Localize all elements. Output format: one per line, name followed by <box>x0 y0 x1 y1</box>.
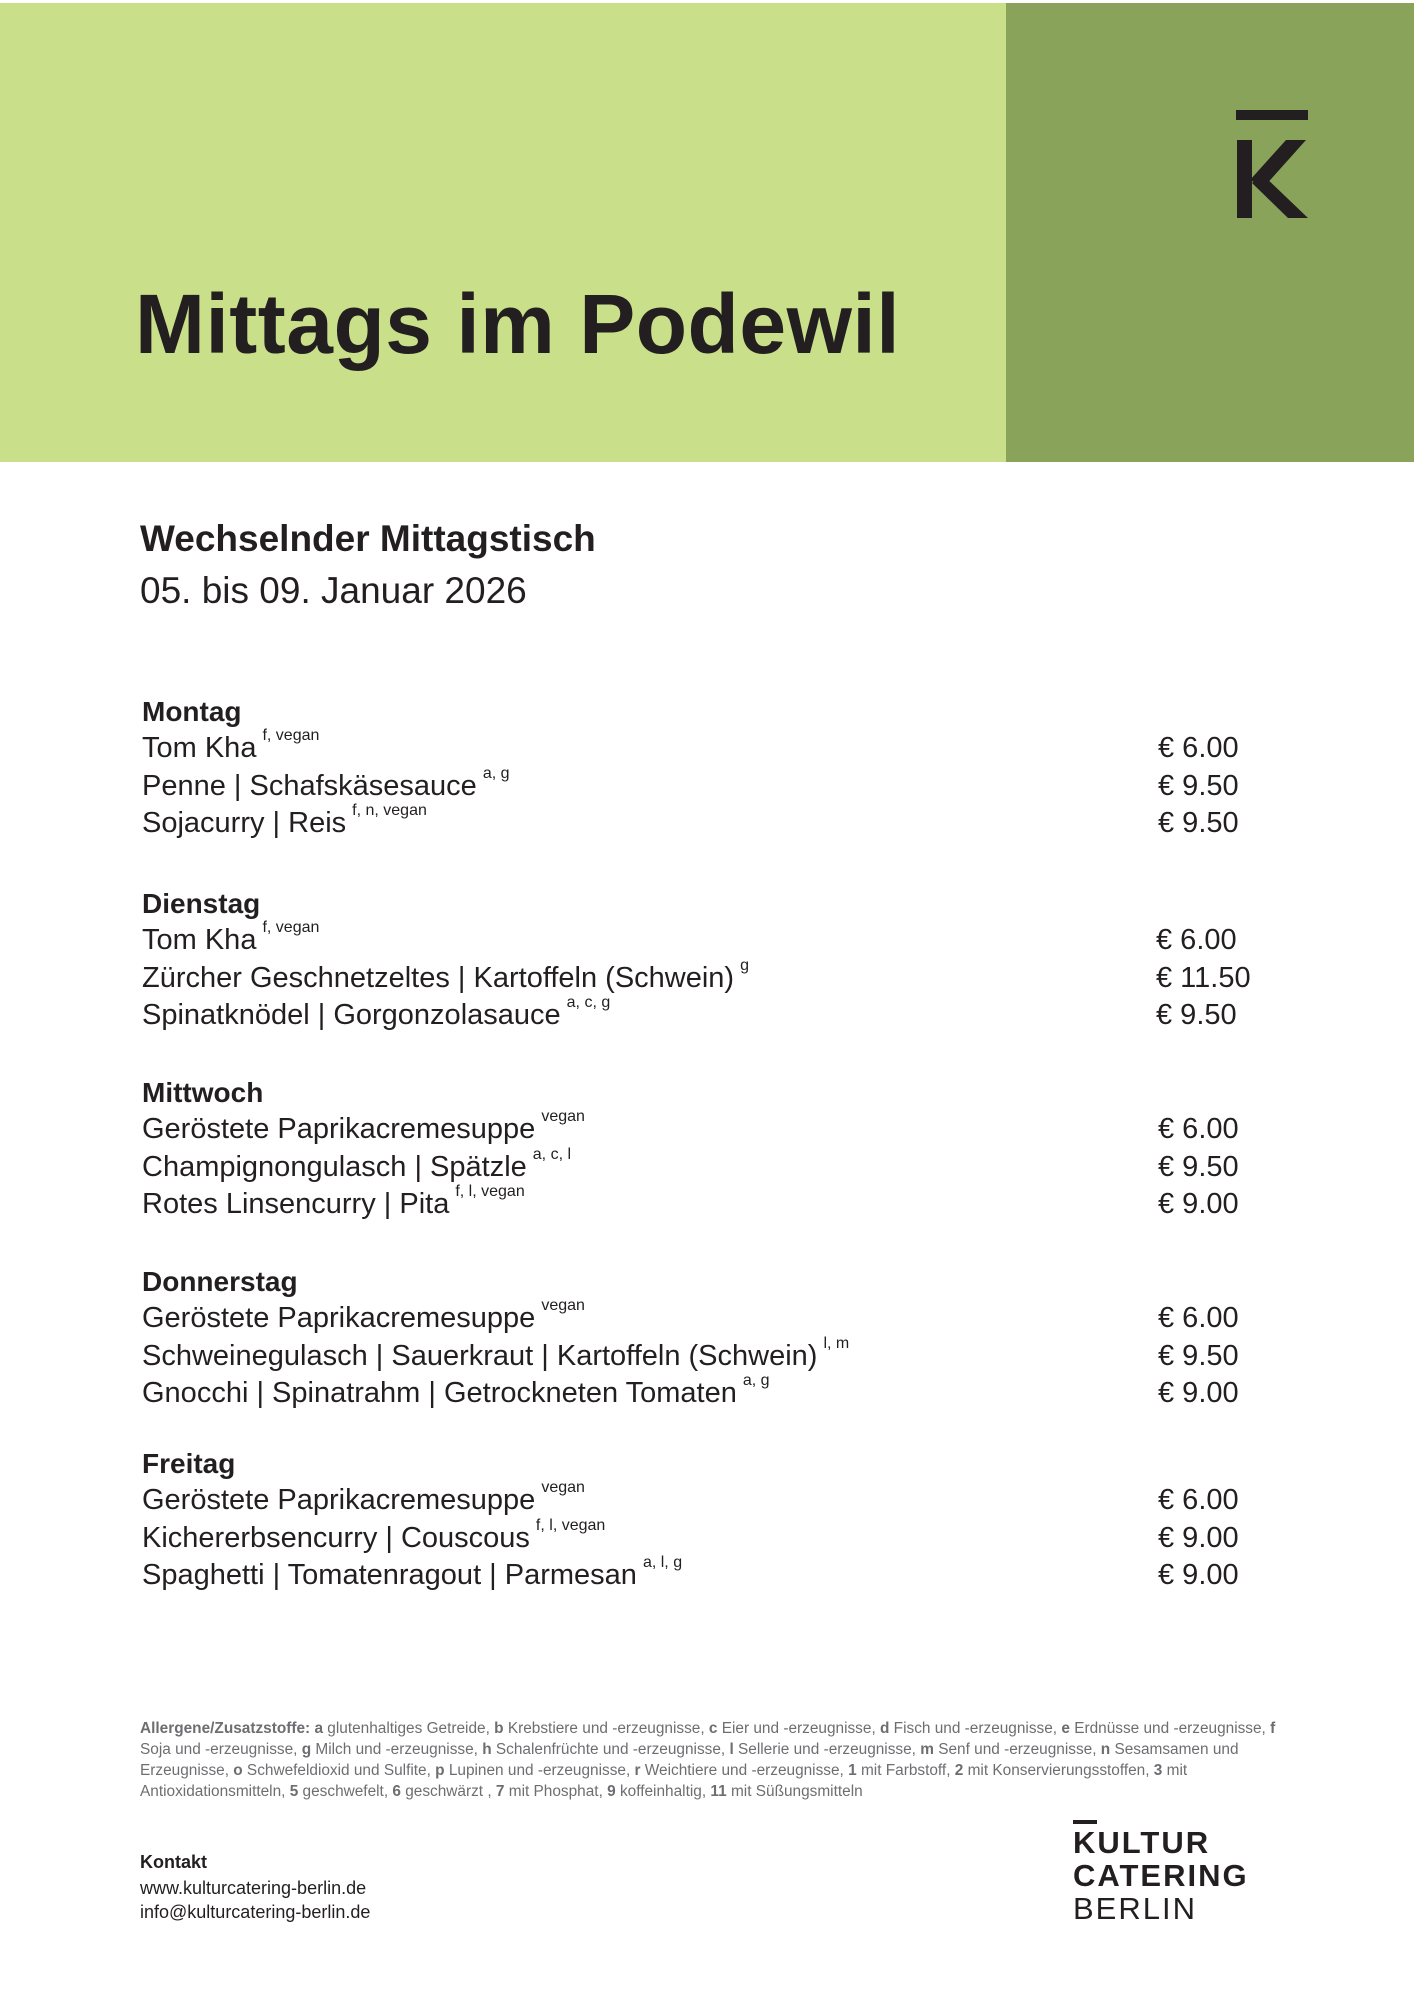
dish-name: Geröstete Paprikacremesuppe <box>142 1484 536 1516</box>
dish-name-wrap <box>142 1145 572 1187</box>
dish-price: € 9.50 <box>1158 769 1239 802</box>
day-name: Freitag <box>142 1448 236 1479</box>
dish-name: Tom Kha <box>142 924 257 956</box>
dish-name-wrap <box>142 764 510 806</box>
dish-price: € 11.50 <box>1156 961 1251 994</box>
dish-row <box>142 1145 1242 1187</box>
dish-name-wrap <box>142 1554 683 1595</box>
allergen-description: Krebstiere und -erzeugnisse, <box>503 1720 709 1737</box>
dish-name: Geröstete Paprikacremesuppe <box>142 1113 536 1145</box>
allergen-description: Weichtiere und -erzeugnisse, <box>640 1762 849 1779</box>
dish-row <box>142 1516 1242 1558</box>
dish-row <box>142 994 1242 1035</box>
allergen-code: 5 <box>289 1783 299 1800</box>
dish-name-wrap <box>142 1108 585 1149</box>
allergen-code: e <box>1061 1720 1070 1737</box>
dish-name: Spaghetti | Tomatenragout | Parmesan <box>142 1559 637 1591</box>
dish-name: Kichererbsencurry | Couscous <box>142 1521 530 1554</box>
allergen-codes: f, l, vegan <box>455 1183 525 1201</box>
dish-row <box>142 1183 1242 1224</box>
day-name: Mittwoch <box>142 1077 264 1108</box>
allergen-description: geschwefelt, <box>298 1783 393 1800</box>
day-name: Montag <box>142 696 242 727</box>
allergen-description: Sesamsamen und Erzeugnisse, <box>140 1741 1239 1779</box>
dish-price: € 9.00 <box>1158 1521 1239 1554</box>
allergen-codes: f, vegan <box>262 919 320 937</box>
allergen-codes: vegan <box>541 1297 585 1315</box>
brand-logo-bar <box>1073 1820 1097 1824</box>
allergen-description: koffeinhaltig, <box>615 1783 711 1800</box>
allergen-code: b <box>494 1720 504 1737</box>
allergen-description: Senf und -erzeugnisse, <box>933 1741 1101 1758</box>
allergen-code: g <box>301 1741 312 1758</box>
dish-name: Champignongulasch | Spätzle <box>142 1150 527 1183</box>
header-logo-panel <box>1006 3 1414 462</box>
dish-price: € 9.50 <box>1156 999 1237 1031</box>
dish-row <box>142 802 1242 843</box>
dish-name-wrap <box>142 994 611 1035</box>
dish-name-wrap <box>142 1183 525 1224</box>
allergen-codes: a, l, g <box>642 1554 683 1572</box>
dish-price: € 6.00 <box>1158 1113 1239 1145</box>
brand-line-2: CATERING <box>1073 1858 1249 1893</box>
allergen-description: mit Antioxidationsmitteln, <box>140 1762 1188 1800</box>
allergen-codes: g <box>740 956 749 974</box>
allergen-legend <box>140 1718 1310 1802</box>
allergen-description: Schalenfrüchte und -erzeugnisse, <box>491 1741 730 1758</box>
dish-name: Gnocchi | Spinatrahm | Getrockneten Tomaten <box>142 1377 737 1409</box>
allergen-code: 9 <box>607 1783 616 1800</box>
dish-row <box>142 1334 1242 1376</box>
dish-price: € 9.50 <box>1158 1339 1239 1372</box>
day-section-dienstag <box>142 886 1251 1035</box>
dish-row <box>142 1108 1242 1149</box>
allergen-code: f <box>1270 1720 1276 1737</box>
allergen-codes: vegan <box>541 1108 585 1126</box>
logo-lower-leg <box>1252 174 1308 218</box>
allergen-description: Soja und -erzeugnisse, <box>140 1741 302 1758</box>
dish-price: € 9.00 <box>1158 1188 1239 1220</box>
page-title: Mittags im Podewil <box>135 277 901 371</box>
dish-name: Tom Kha <box>142 732 257 764</box>
dish-row <box>142 1297 1242 1338</box>
day-name: Dienstag <box>142 888 261 919</box>
allergen-description: Eier und -erzeugnisse, <box>717 1720 880 1737</box>
allergen-code: d <box>880 1720 890 1737</box>
dish-row <box>142 956 1251 998</box>
dish-row <box>142 1554 1242 1595</box>
dish-name-wrap <box>142 802 427 843</box>
logo-stem <box>1237 140 1252 218</box>
day-section-donnerstag <box>142 1264 1242 1413</box>
contact-email-link[interactable]: info@kulturcatering-berlin.de <box>140 1902 371 1922</box>
allergen-description: Schwefeldioxid und Sulfite, <box>242 1762 436 1779</box>
dish-name-wrap <box>142 956 749 998</box>
allergen-code: 2 <box>954 1762 964 1779</box>
kultur-catering-k-logo-icon <box>1236 110 1308 218</box>
brand-line-3: BERLIN <box>1073 1891 1197 1926</box>
dish-name-wrap <box>142 727 320 768</box>
allergen-description: Sellerie und -erzeugnisse, <box>733 1741 921 1758</box>
dish-price: € 9.00 <box>1158 1377 1239 1409</box>
allergen-codes: f, vegan <box>262 727 320 745</box>
dish-name: Penne | Schafskäsesauce <box>142 769 477 802</box>
allergen-description: mit Süßungsmitteln <box>726 1783 863 1800</box>
allergen-code: n <box>1100 1741 1111 1758</box>
allergen-description: Fisch und -erzeugnisse, <box>889 1720 1062 1737</box>
allergen-legend-label: Allergene/Zusatzstoffe: <box>140 1720 311 1737</box>
header-banner <box>0 3 1006 462</box>
allergen-legend-items <box>140 1720 1275 1800</box>
allergen-code: 6 <box>392 1783 401 1800</box>
day-section-freitag <box>142 1446 1242 1595</box>
dish-price: € 9.00 <box>1158 1559 1239 1591</box>
dish-price: € 6.00 <box>1158 732 1239 764</box>
contact-website-link[interactable]: www.kulturcatering-berlin.de <box>140 1878 367 1898</box>
dish-row <box>142 764 1242 806</box>
allergen-code: l <box>729 1741 734 1758</box>
allergen-code: r <box>634 1762 641 1779</box>
allergen-code: m <box>920 1741 934 1758</box>
contact-label: Kontakt <box>140 1852 207 1872</box>
allergen-codes: vegan <box>541 1479 585 1497</box>
brand-line-1: KULTUR <box>1073 1825 1211 1860</box>
allergen-code: 7 <box>495 1783 505 1800</box>
dish-name-wrap <box>142 1479 585 1520</box>
allergen-codes: f, n, vegan <box>352 802 427 820</box>
dish-row <box>142 1372 1242 1413</box>
dish-price: € 6.00 <box>1156 924 1237 956</box>
logo-bar <box>1236 110 1308 120</box>
day-name: Donnerstag <box>142 1266 298 1297</box>
dish-name-wrap <box>142 1516 606 1558</box>
allergen-description: mit Farbstoff, <box>856 1762 955 1779</box>
allergen-description: mit Konservierungsstoffen, <box>963 1762 1154 1779</box>
allergen-code: h <box>482 1741 492 1758</box>
allergen-description: Milch und -erzeugnisse, <box>311 1741 483 1758</box>
allergen-code: 3 <box>1153 1762 1163 1779</box>
allergen-code: 11 <box>710 1783 727 1800</box>
dish-name-wrap <box>142 1372 770 1413</box>
dish-name: Zürcher Geschnetzeltes | Kartoffeln (Schwein) <box>142 961 735 994</box>
allergen-codes: a, g <box>742 1372 770 1390</box>
menu-heading: Wechselnder Mittagstisch <box>140 518 596 559</box>
dish-name-wrap <box>142 1334 850 1376</box>
dish-row <box>142 1479 1242 1520</box>
allergen-code: a <box>314 1720 324 1737</box>
day-section-montag <box>142 694 1242 843</box>
dish-name: Spinatknödel | Gorgonzolasauce <box>142 999 561 1031</box>
allergen-description: Erdnüsse und -erzeugnisse, <box>1069 1720 1271 1737</box>
dish-name: Schweinegulasch | Sauerkraut | Kartoffeln (Schwein) <box>142 1339 818 1372</box>
day-section-mittwoch <box>142 1075 1242 1224</box>
dish-row <box>142 919 1242 960</box>
dish-name: Geröstete Paprikacremesuppe <box>142 1302 536 1334</box>
allergen-description: geschwärzt , <box>400 1783 496 1800</box>
allergen-description: mit Phosphat, <box>504 1783 608 1800</box>
allergen-code: 1 <box>848 1762 857 1779</box>
kultur-catering-brand-logo <box>1073 1820 1273 1925</box>
allergen-code: p <box>435 1762 445 1779</box>
dish-name: Sojacurry | Reis <box>142 807 347 839</box>
dish-price: € 9.50 <box>1158 1150 1239 1183</box>
allergen-codes: a, g <box>482 764 510 782</box>
allergen-code: c <box>708 1720 718 1737</box>
allergen-codes: l, m <box>823 1334 850 1352</box>
dish-price: € 9.50 <box>1158 807 1239 839</box>
dish-name-wrap <box>142 1297 585 1338</box>
dish-price: € 6.00 <box>1158 1302 1239 1334</box>
allergen-codes: a, c, g <box>566 994 611 1012</box>
allergen-description: Lupinen und -erzeugnisse, <box>444 1762 635 1779</box>
dish-price: € 6.00 <box>1158 1484 1239 1516</box>
allergen-code: o <box>233 1762 243 1779</box>
allergen-codes: f, l, vegan <box>535 1516 606 1534</box>
allergen-description: glutenhaltiges Getreide, <box>323 1720 495 1737</box>
dish-name: Rotes Linsencurry | Pita <box>142 1188 450 1220</box>
allergen-codes: a, c, l <box>532 1145 572 1163</box>
dish-row <box>142 727 1242 768</box>
dish-name-wrap <box>142 919 320 960</box>
menu-dates: 05. bis 09. Januar 2026 <box>140 570 527 611</box>
